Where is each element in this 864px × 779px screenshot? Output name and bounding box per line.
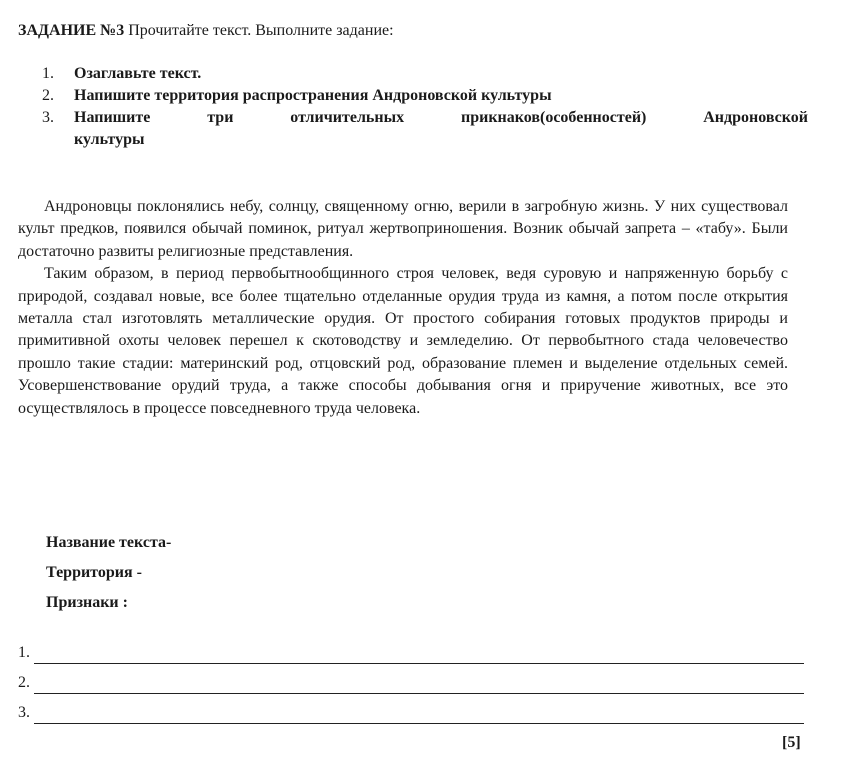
territory-answer-label: Территория - xyxy=(46,564,142,581)
answer-line-number: 1. xyxy=(18,644,30,661)
answer-line[interactable] xyxy=(18,670,804,700)
answer-labels xyxy=(46,528,171,618)
task-list xyxy=(42,63,808,151)
title-answer-label: Название текста- xyxy=(46,534,172,551)
answer-line-rule xyxy=(34,693,804,694)
paragraph: Таким образом, в период первобытнообщинного строя человек, ведя суровую и напряженную борьбу с природой, создавал новые, все более тщательно отделанные орудия труда из камня, а потом после открытия металла стал изготовлять металлические орудия. От простого собирания готовых продуктов природы и примитивной охоты человек перешел к скотоводству и земледелию. От первобытного стада человечество прошло такие стадии: материнский род, отцовский род, образование племен и выделение отдельных семей. Усовершенствование орудий труда, а также способы добывания огня и приручение животных, все это осуществлялось в процессе повседневного труда человека. xyxy=(18,265,788,417)
task-instruction: Прочитайте текст. Выполните задание: xyxy=(124,22,394,39)
signs-answer-label: Признаки : xyxy=(46,594,128,611)
paragraph: Андроновцы поклонялись небу, солнцу, священному огню, верили в загробную жизнь. У них существовал культ предков, появился обычай поминок, ритуал жертвоприношения. Возник обычай запрета – «табу». Были достаточно развиты религиозные представления. xyxy=(18,198,788,260)
task-item-text: Озаглавьте текст. xyxy=(74,65,202,82)
answer-line-rule xyxy=(34,723,804,724)
task-number: ЗАДАНИЕ №3 xyxy=(18,22,125,39)
answer-line[interactable] xyxy=(18,700,804,730)
answer-lines xyxy=(18,640,804,730)
task-item-number: 3. xyxy=(42,109,54,126)
task-item xyxy=(42,107,808,151)
task-header xyxy=(18,20,838,42)
task-item-text-cont: культуры xyxy=(74,131,145,148)
answer-line-number: 2. xyxy=(18,674,30,691)
task-item-text: Напишите три отличительных прикнаков(особенностей) Андроновской xyxy=(74,109,808,126)
task-item-number: 1. xyxy=(42,65,54,82)
answer-line-number: 3. xyxy=(18,704,30,721)
task-item xyxy=(42,85,808,107)
task-item xyxy=(42,63,808,85)
task-item-text-wrap xyxy=(74,107,808,151)
answer-line[interactable] xyxy=(18,640,804,670)
answer-line-rule xyxy=(34,663,804,664)
score-points: [5] xyxy=(782,734,801,751)
task-item-text: Напишите территория распространения Андроновской культуры xyxy=(74,87,552,104)
task-item-number: 2. xyxy=(42,87,54,104)
reading-text xyxy=(18,196,788,420)
